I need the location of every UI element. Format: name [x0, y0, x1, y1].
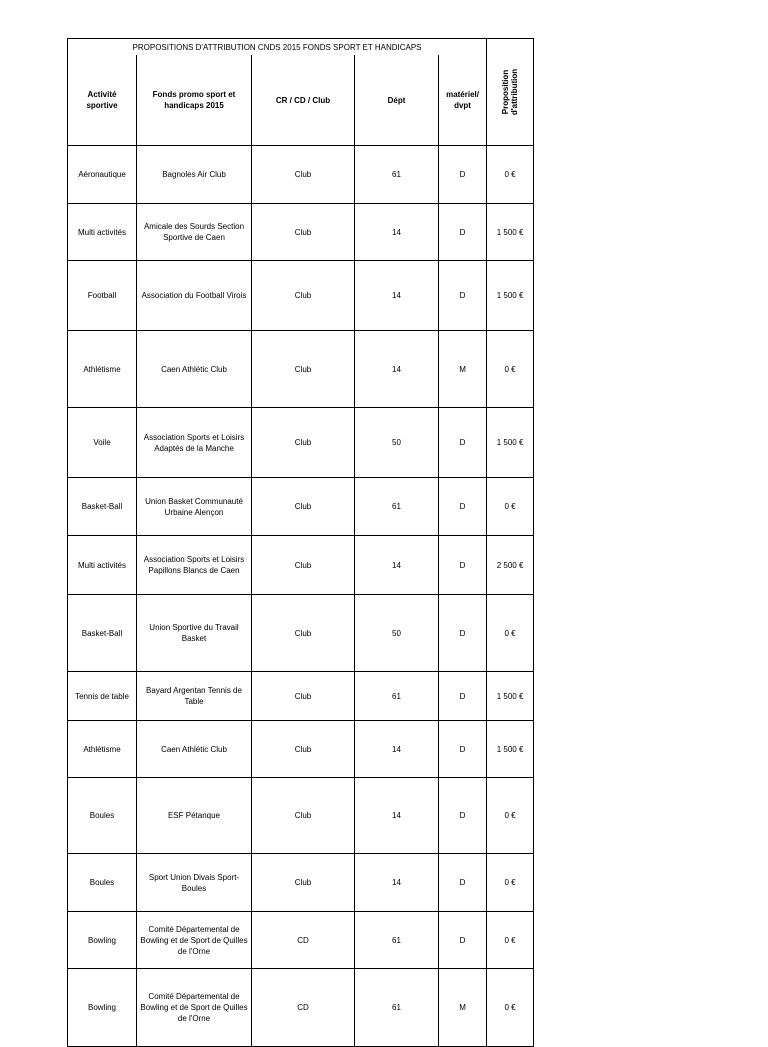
table-row	[68, 721, 534, 778]
cell-activite: Athlétisme	[68, 721, 137, 778]
header-niveau: CR / CD / Club	[252, 55, 355, 146]
header-materiel: matériel/ dvpt	[439, 55, 487, 146]
cell-materiel: D	[439, 408, 487, 478]
cell-materiel: D	[439, 478, 487, 536]
cell-fonds: Association du Football Virois	[137, 261, 252, 331]
cell-dept: 14	[355, 778, 439, 854]
table-row	[68, 478, 534, 536]
cell-materiel: D	[439, 595, 487, 672]
cell-dept: 14	[355, 261, 439, 331]
header-proposition-line2: d'attribution	[510, 68, 520, 115]
cell-proposition: 0 €	[487, 595, 534, 672]
cell-proposition: 2 500 €	[487, 536, 534, 595]
cell-fonds: Comité Départemental de Bowling et de Sport de Quilles de l'Orne	[137, 912, 252, 969]
cell-fonds: Association Sports et Loisirs Adaptés de la Manche	[137, 408, 252, 478]
cell-niveau: Club	[252, 146, 355, 204]
cell-proposition: 1 500 €	[487, 261, 534, 331]
cell-niveau: CD	[252, 969, 355, 1047]
cell-proposition: 1 500 €	[487, 408, 534, 478]
table-row	[68, 778, 534, 854]
cell-dept: 14	[355, 721, 439, 778]
cell-activite: Bowling	[68, 912, 137, 969]
table-row	[68, 331, 534, 408]
cell-niveau: CD	[252, 912, 355, 969]
cell-dept: 50	[355, 595, 439, 672]
cell-materiel: D	[439, 146, 487, 204]
cell-fonds: Union Basket Communauté Urbaine Alençon	[137, 478, 252, 536]
cell-proposition: 0 €	[487, 146, 534, 204]
cell-fonds: Amicale des Sourds Section Sportive de Caen	[137, 204, 252, 261]
cell-proposition: 0 €	[487, 854, 534, 912]
cell-activite: Athlétisme	[68, 331, 137, 408]
cell-dept: 14	[355, 204, 439, 261]
cell-activite: Basket-Ball	[68, 478, 137, 536]
cell-proposition: 0 €	[487, 912, 534, 969]
table-row	[68, 536, 534, 595]
cell-activite: Boules	[68, 778, 137, 854]
cell-fonds: Association Sports et Loisirs Papillons Blancs de Caen	[137, 536, 252, 595]
table-row	[68, 969, 534, 1047]
cell-activite: Multi activités	[68, 536, 137, 595]
cell-niveau: Club	[252, 331, 355, 408]
table-title: PROPOSITIONS D'ATTRIBUTION CNDS 2015 FONDS SPORT ET HANDICAPS	[68, 39, 487, 56]
table-row	[68, 595, 534, 672]
cell-materiel: D	[439, 721, 487, 778]
cell-activite: Voile	[68, 408, 137, 478]
cell-niveau: Club	[252, 721, 355, 778]
cell-materiel: M	[439, 969, 487, 1047]
cell-fonds: ESF Pétanque	[137, 778, 252, 854]
table-row	[68, 408, 534, 478]
cell-dept: 61	[355, 478, 439, 536]
cell-niveau: Club	[252, 478, 355, 536]
cell-proposition: 0 €	[487, 331, 534, 408]
cell-dept: 14	[355, 854, 439, 912]
cell-materiel: D	[439, 854, 487, 912]
cell-fonds: Bagnoles Air Club	[137, 146, 252, 204]
table-row	[68, 146, 534, 204]
cell-niveau: Club	[252, 204, 355, 261]
header-proposition-line1: Proposition	[501, 69, 511, 114]
cell-niveau: Club	[252, 672, 355, 721]
cell-materiel: D	[439, 536, 487, 595]
cell-fonds: Caen Athlétic Club	[137, 721, 252, 778]
cell-fonds: Caen Athlétic Club	[137, 331, 252, 408]
cell-activite: Multi activités	[68, 204, 137, 261]
cell-fonds: Comité Départemental de Bowling et de Sport de Quilles de l'Orne	[137, 969, 252, 1047]
cell-proposition: 0 €	[487, 478, 534, 536]
table-row	[68, 672, 534, 721]
cell-dept: 14	[355, 331, 439, 408]
cell-niveau: Club	[252, 778, 355, 854]
header-fonds: Fonds promo sport et handicaps 2015	[137, 55, 252, 146]
table-row	[68, 912, 534, 969]
header-activite: Activité sportive	[68, 55, 137, 146]
cell-proposition: 0 €	[487, 778, 534, 854]
cell-materiel: D	[439, 672, 487, 721]
cell-dept: 14	[355, 536, 439, 595]
cell-activite: Boules	[68, 854, 137, 912]
cell-proposition: 1 500 €	[487, 204, 534, 261]
cell-niveau: Club	[252, 536, 355, 595]
cell-niveau: Club	[252, 854, 355, 912]
cell-activite: Aéronautique	[68, 146, 137, 204]
cell-dept: 61	[355, 146, 439, 204]
header-dept: Dépt	[355, 55, 439, 146]
cell-fonds: Bayard Argentan Tennis de Table	[137, 672, 252, 721]
cell-activite: Football	[68, 261, 137, 331]
cell-niveau: Club	[252, 408, 355, 478]
cell-niveau: Club	[252, 595, 355, 672]
cell-materiel: D	[439, 261, 487, 331]
header-proposition	[487, 39, 534, 146]
cell-activite: Tennis de table	[68, 672, 137, 721]
cell-activite: Basket-Ball	[68, 595, 137, 672]
cell-materiel: D	[439, 778, 487, 854]
table-row	[68, 204, 534, 261]
attribution-table-sheet	[67, 38, 533, 1047]
cell-dept: 61	[355, 969, 439, 1047]
cell-materiel: D	[439, 912, 487, 969]
cell-materiel: D	[439, 204, 487, 261]
cell-fonds: Sport Union Divais Sport-Boules	[137, 854, 252, 912]
attribution-table	[67, 38, 534, 1047]
cell-activite: Bowling	[68, 969, 137, 1047]
cell-fonds: Union Sportive du Travail Basket	[137, 595, 252, 672]
cell-dept: 50	[355, 408, 439, 478]
cell-proposition: 1 500 €	[487, 721, 534, 778]
cell-dept: 61	[355, 672, 439, 721]
cell-dept: 61	[355, 912, 439, 969]
cell-niveau: Club	[252, 261, 355, 331]
cell-proposition: 1 500 €	[487, 672, 534, 721]
table-row	[68, 854, 534, 912]
table-row	[68, 261, 534, 331]
cell-materiel: M	[439, 331, 487, 408]
cell-proposition: 0 €	[487, 969, 534, 1047]
